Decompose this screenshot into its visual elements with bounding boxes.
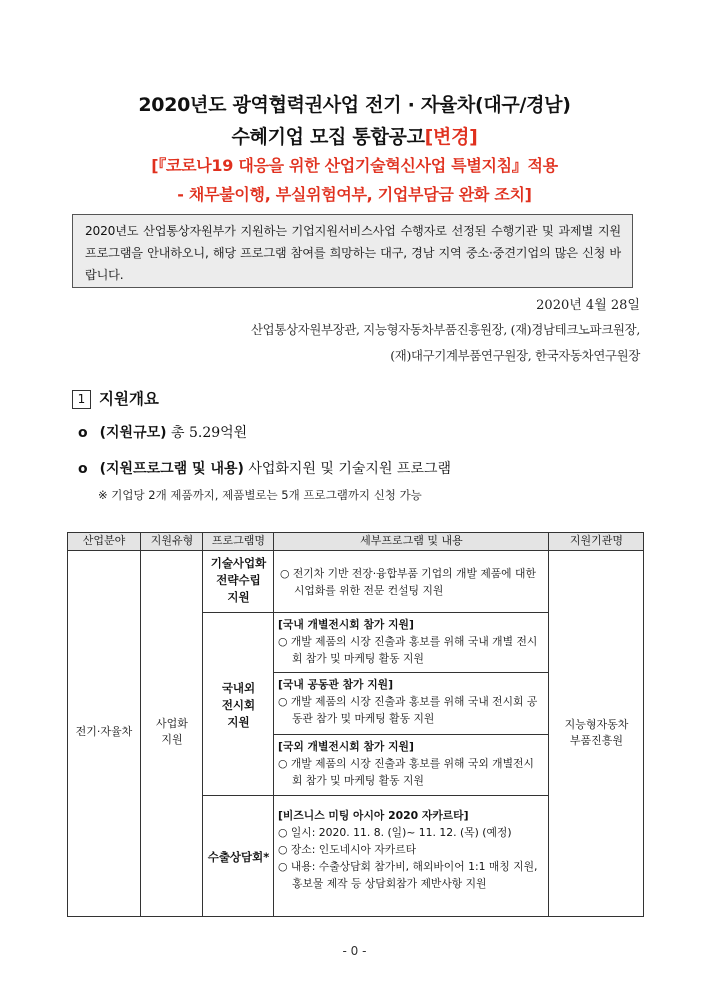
detail-item: ○ 일시: 2020. 11. 8. (일)~ 11. 12. (목) (예정) [278,826,512,839]
issuers-line-1: 산업통상자원부장관, 지능형자동차부품진흥원장, (재)경남테크노파크원장, [250,322,640,337]
program-name-line: 기술사업화 [210,556,267,570]
bullet-circle-icon: o [78,461,88,477]
issuers-line-2: (재)대구기계부품연구원장, 한국자동차연구원장 [390,348,640,363]
header-program-name: 프로그램명 [211,534,266,547]
title-changed-tag: [변경] [424,126,478,148]
program-name-line: 전략수립 [216,573,261,587]
support-type-cell [141,716,203,748]
agency-line: 지능형자동차 [564,718,629,731]
detail-item: ○ 장소: 인도네시아 자카르타 [278,843,417,856]
header-industry: 산업분야 [82,534,126,547]
bullet-value: 총 5.29억원 [170,425,248,441]
bullet-label: (지원프로그램 및 내용) [99,461,244,477]
program-name-1 [203,555,274,606]
program-name-line: 수출상담회* [207,850,270,864]
announcement-date: 2020년 4월 28일 [536,298,640,313]
section-title: 지원개요 [99,390,159,408]
detail-heading: [국내 공동관 참가 지원] [278,678,394,691]
detail-item: ○ 내용: 수출상담회 참가비, 해외바이어 1:1 매칭 지원, 홍보물 제작 등 상담회참가 제반사항 지원 [278,860,538,890]
detail-item: ○ 개발 제품의 시장 진출과 홍보를 위해 국외 개별전시회 참가 및 마케팅 활동 지원 [278,757,534,787]
bullet-support-program [78,458,451,478]
section-heading [72,387,159,409]
subtitle-line-1: [『코로나19 대응을 위한 산업기술혁신사업 특별지침』적용 [151,156,558,175]
program-name-line: 전시회 [221,698,256,712]
bullet-circle-icon: o [78,425,88,441]
page-number: - 0 - [342,944,367,958]
detail-item: ○ 전기차 기반 전장·융합부품 기업의 개발 제품에 대한 시업화를 위한 전문 컨설팅 지원 [280,567,536,597]
header-support-type: 지원유형 [150,534,194,547]
agency-line: 부품진흥원 [569,734,624,747]
program-name-2 [203,680,274,731]
section-number: 1 [72,390,91,409]
title-main: 수혜기업 모집 통합공고 [231,126,425,148]
title-line-2 [0,122,709,149]
program-detail-2b [278,676,544,727]
program-name-line: 지원 [227,715,250,729]
program-name-line: 국내외 [221,681,256,695]
intro-box: 2020년도 산업통상자원부가 지원하는 기업지원서비스사업 수행자로 선정된 수행기관 및 과제별 지원 프로그램을 안내하오니, 해당 프로그램 참여를 희망하는 대구, 경남 지역 중소·중견기업의 많은 신청 바랍니다. [72,214,633,288]
support-type-line: 사업화 [156,717,188,730]
agency-cell [549,717,644,749]
detail-heading: [국내 개별전시회 참가 지원] [278,618,414,631]
detail-item: ○ 개발 제품의 시장 진출과 홍보를 위해 국내 전시회 공동관 참가 및 마케팅 활동 지원 [278,695,538,725]
program-detail-3 [278,807,544,892]
program-name-3 [203,849,274,866]
header-agency: 지원기관명 [569,534,624,547]
program-detail-1 [280,565,542,599]
detail-item: ○ 개발 제품의 시장 진출과 홍보를 위해 국내 개별 전시회 참가 및 마케팅 활동 지원 [278,635,538,665]
bullet-label: (지원규모) [99,425,167,441]
industry-cell: 전기·자율차 [75,725,133,738]
bullet-value: 사업화지원 및 기술지원 프로그램 [248,461,452,477]
program-detail-2a [278,616,544,667]
program-name-line: 지원 [227,590,250,604]
header-program-details: 세부프로그램 및 내용 [360,534,463,547]
title-line-1: 2020년도 광역협력권사업 전기 · 자율차(대구/경남) [138,94,571,116]
subtitle-line-2: - 채무불이행, 부실위험여부, 기업부담금 완화 조치] [177,185,532,204]
application-note: ※ 기업당 2개 제품까지, 제품별로는 5개 프로그램까지 신청 가능 [98,488,422,502]
bullet-support-scale [78,422,247,442]
program-detail-2c [278,738,544,789]
detail-heading: [국외 개별전시회 참가 지원] [278,740,414,753]
support-type-line: 지원 [161,733,183,746]
detail-heading: [비즈니스 미팅 아시아 2020 자카르타] [278,809,469,822]
